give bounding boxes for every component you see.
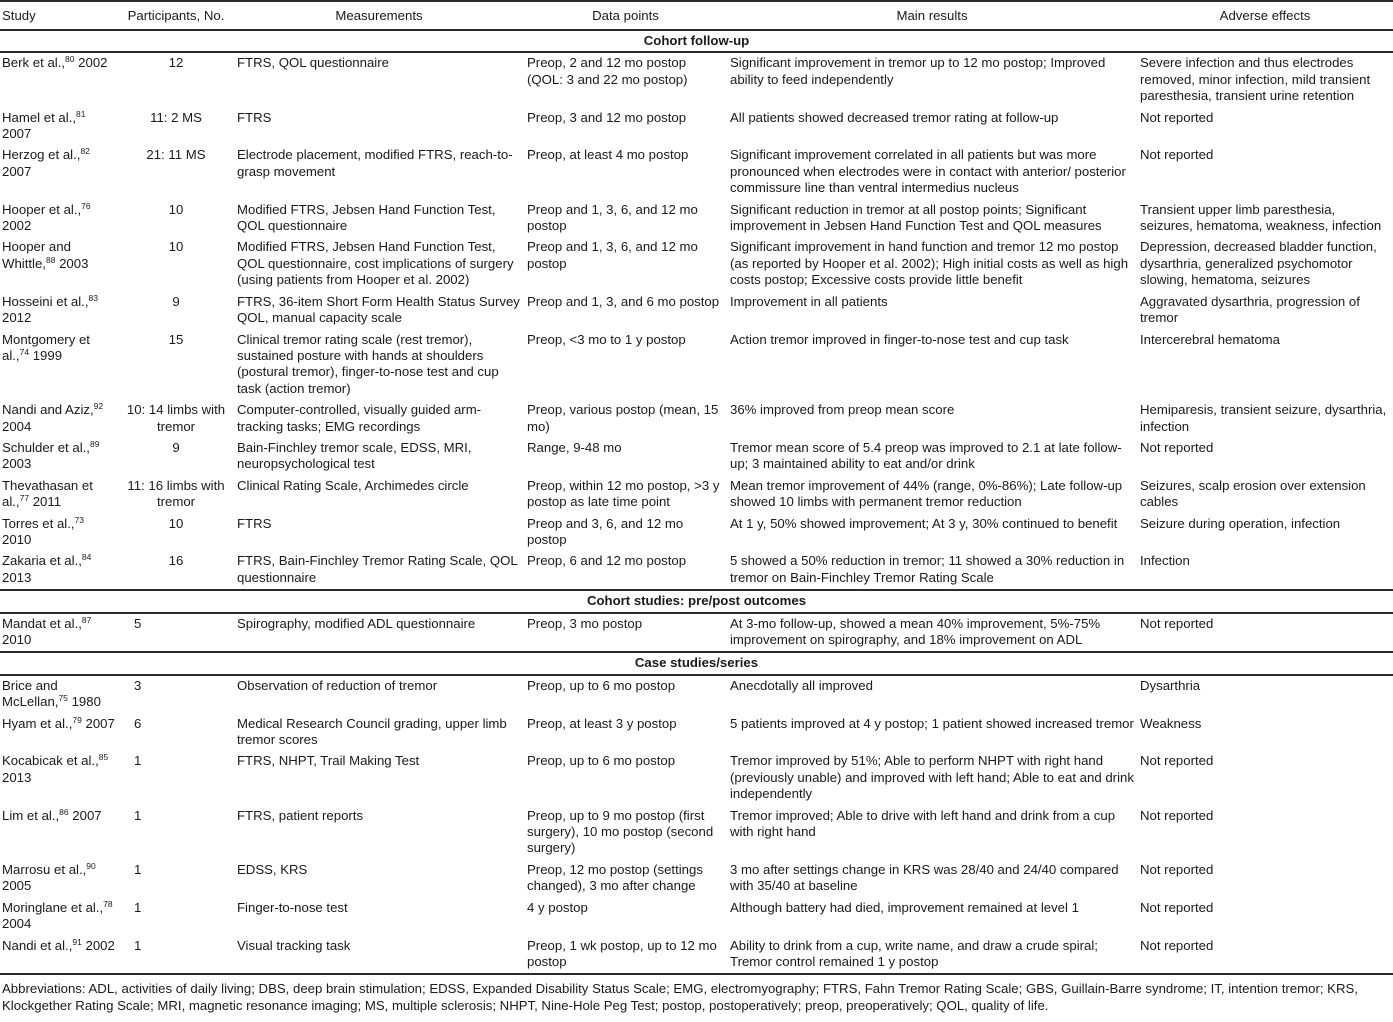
- adverse-effects-cell: Not reported: [1140, 147, 1214, 163]
- study-cell: [0, 551, 118, 590]
- main-results-cell: Significant improvement correlated in all patients but was more pronounced when electrodes were in contact with anterior/ posterior commissure line than ventral intermedius nucleus: [730, 147, 1126, 196]
- abbreviations-footnote: Abbreviations: ADL, activities of daily living; DBS, deep brain stimulation; EDSS, Expanded Disability Status Scale; EMG, electromyography; FTRS, Fahn Tremor Rating Scale; GBS, Guillain-Barre syndrome; IT, intention tremor; KRS, Klockgether Rating Scale; MRI, magnetic resonance imaging; MS, multiple sclerosis; NHPT, Nine-Hole Peg Test; postop, postoperatively; preop, preoperatively; QOL, quality of life.: [2, 981, 1358, 1013]
- reference-number: 89: [89, 438, 100, 449]
- study-authors: Hyam et al.,: [2, 715, 73, 731]
- table-row: [0, 476, 1393, 514]
- study-authors: Schulder et al.,: [2, 439, 90, 455]
- measurements-cell: Spirography, modified ADL questionnaire: [237, 615, 476, 631]
- table-row: [0, 200, 1393, 238]
- study-authors: Torres et al.,: [2, 515, 75, 531]
- participants-cell: 1: [118, 936, 234, 975]
- reference-number: 74: [19, 346, 30, 357]
- measurements-cell: Modified FTRS, Jebsen Hand Function Test, QOL questionnaire, cost implications of surgery (using patients from Hooper et al. 2002): [237, 239, 514, 288]
- adverse-effects-cell: Not reported: [1140, 615, 1214, 631]
- section-header-row: [0, 652, 1393, 674]
- adverse-effects-cell: Infection: [1140, 553, 1190, 569]
- participants-cell: 10: 14 limbs with tremor: [126, 402, 226, 434]
- measurements-cell: Electrode placement, modified FTRS, reach-to-grasp movement: [237, 147, 513, 179]
- participants-cell: 1: [134, 861, 142, 877]
- study-cell: [0, 108, 118, 146]
- study-year: 2005: [2, 878, 32, 894]
- reference-number: 87: [81, 614, 92, 625]
- study-year: 2011: [29, 494, 62, 510]
- adverse-effects-cell: Dysarthria: [1140, 677, 1201, 693]
- main-results-cell: Tremor improved by 51%; Able to perform NHPT with right hand (previously unable) and improved with left hand; Able to eat and drink independently: [730, 753, 1134, 802]
- adverse-effects-cell: Intercerebral hematoma: [1140, 331, 1281, 347]
- study-cell: [0, 514, 118, 552]
- study-authors: Marrosu et al.,: [2, 861, 87, 877]
- adverse-effects-cell: Severe infection and thus electrodes removed, minor infection, mild transient paresthesia, transient urine retention: [1140, 55, 1371, 104]
- study-year: 2007: [68, 807, 102, 823]
- study-cell: [0, 438, 118, 476]
- participants-cell: 1: [134, 753, 142, 769]
- data-points-cell: Preop, 3 mo postop: [527, 615, 643, 631]
- data-points-cell: Preop, 2 and 12 mo postop (QOL: 3 and 22 mo postop): [527, 55, 688, 87]
- reference-number: 85: [98, 752, 109, 763]
- table-row: [0, 400, 1393, 438]
- data-points-cell: Preop, up to 9 mo postop (first surgery), 10 mo postop (second surgery): [527, 807, 714, 856]
- participants-cell: 10: [168, 201, 184, 217]
- table-row: [0, 438, 1393, 476]
- reference-number: 82: [80, 146, 90, 157]
- measurements-cell: Observation of reduction of tremor: [237, 677, 438, 693]
- study-year: 2004: [2, 418, 32, 434]
- data-points-cell: Preop and 1, 3, 6, and 12 mo postop: [527, 239, 698, 271]
- study-cell: [0, 936, 118, 975]
- measurements-cell: FTRS, patient reports: [237, 807, 364, 823]
- table-row: [0, 514, 1393, 552]
- study-cell: [0, 675, 118, 714]
- reference-number: 79: [72, 714, 82, 725]
- main-results-cell: At 3-mo follow-up, showed a mean 40% improvement, 5%-75% improvement on spirography, and 18% improvement on ADL: [730, 615, 1101, 647]
- adverse-effects-cell: Not reported: [1140, 899, 1214, 915]
- adverse-effects-cell: Aggravated dysarthria, progression of tremor: [1140, 293, 1360, 326]
- main-results-cell: All patients showed decreased tremor rating at follow-up: [730, 109, 1059, 125]
- study-cell: [0, 237, 118, 291]
- section-title: Cohort studies: pre/post outcomes: [0, 590, 1393, 612]
- adverse-effects-cell: Not reported: [1140, 861, 1214, 877]
- participants-cell: 12: [168, 55, 184, 71]
- study-year: 2013: [2, 769, 32, 785]
- study-year: 1999: [29, 347, 63, 363]
- measurements-cell: FTRS, QOL questionnaire: [237, 55, 389, 71]
- study-year: 2003: [55, 255, 89, 271]
- study-cell: [0, 806, 118, 860]
- participants-cell: 9: [172, 293, 180, 309]
- main-results-cell: Improvement in all patients: [730, 293, 888, 309]
- study-cell: [0, 476, 118, 514]
- table-row: [0, 806, 1393, 860]
- main-results-cell: 5 patients improved at 4 y postop; 1 patient showed increased tremor: [730, 715, 1134, 731]
- reference-number: 75: [58, 693, 68, 704]
- study-year: 2002: [74, 55, 108, 71]
- data-points-cell: 4 y postop: [527, 899, 588, 915]
- adverse-effects-cell: Not reported: [1140, 439, 1214, 455]
- measurements-cell: FTRS: [237, 109, 272, 125]
- section-title: Case studies/series: [0, 652, 1393, 674]
- reference-number: 78: [103, 898, 113, 909]
- study-year: 2010: [2, 632, 32, 647]
- main-results-cell: Mean tremor improvement of 44% (range, 0%-86%); Late follow-up showed 10 limbs with permanent tremor reduction: [730, 477, 1123, 510]
- study-authors: Lim et al.,: [2, 807, 60, 823]
- study-cell: [0, 751, 118, 805]
- study-cell: [0, 52, 118, 107]
- study-cell: [0, 613, 118, 653]
- adverse-effects-cell: Seizures, scalp erosion over extension cables: [1140, 477, 1366, 510]
- table-row: [0, 237, 1393, 291]
- adverse-effects-cell: Not reported: [1140, 109, 1214, 125]
- table-row: [0, 551, 1393, 590]
- measurements-cell: Bain-Finchley tremor scale, EDSS, MRI, neuropsychological test: [237, 439, 472, 472]
- participants-cell: 16: [168, 553, 184, 569]
- participants-cell: 10: [168, 515, 184, 531]
- table-row: [0, 145, 1393, 199]
- participants-cell: 10: [168, 239, 184, 255]
- data-points-cell: Preop, various postop (mean, 15 mo): [527, 402, 719, 434]
- reference-number: 91: [72, 936, 82, 947]
- main-results-cell: Ability to drink from a cup, write name, and draw a crude spiral; Tremor control remained 1 y postop: [727, 936, 1137, 975]
- study-cell: [0, 145, 118, 199]
- study-authors: Brice and McLellan,: [2, 677, 59, 710]
- table-row: [0, 52, 1393, 107]
- main-results-cell: 36% improved from preop mean score: [730, 402, 955, 418]
- participants-cell: 15: [168, 331, 184, 347]
- main-results-cell: Although battery had died, improvement remained at level 1: [730, 899, 1079, 915]
- reference-number: 83: [88, 292, 98, 303]
- section-header-row: [0, 30, 1393, 52]
- study-cell: [0, 714, 118, 752]
- measurements-cell: Clinical tremor rating scale (rest tremor), sustained posture with hands at shoulders (postural tremor), finger-to-nose test and cup task (action tremor): [237, 331, 499, 396]
- data-points-cell: Preop, 6 and 12 mo postop: [527, 553, 687, 569]
- measurements-cell: EDSS, KRS: [237, 861, 308, 877]
- main-results-cell: Significant reduction in tremor at all postop points; Significant improvement in Jebsen Hand Function Test and QOL measures: [730, 201, 1102, 234]
- data-points-cell: Preop and 1, 3, and 6 mo postop: [527, 293, 720, 309]
- main-results-cell: Tremor mean score of 5.4 preop was improved to 2.1 at late follow-up; 3 maintained ability to eat and/or drink: [730, 439, 1122, 472]
- study-cell: [0, 292, 118, 330]
- adverse-effects-cell: Transient upper limb paresthesia, seizures, hematoma, weakness, infection: [1140, 201, 1382, 234]
- data-points-cell: Preop, up to 6 mo postop: [527, 677, 676, 693]
- section-title: Cohort follow-up: [0, 30, 1393, 52]
- study-authors: Berk et al.,: [2, 55, 66, 71]
- table-row: [0, 898, 1393, 936]
- data-points-cell: Preop, 3 and 12 mo postop: [527, 109, 687, 125]
- main-results-cell: Significant improvement in tremor up to 12 mo postop; Improved ability to feed independently: [730, 55, 1106, 87]
- participants-cell: 21: 11 MS: [146, 147, 206, 163]
- main-results-cell: 3 mo after settings change in KRS was 28/40 and 24/40 compared with 35/40 at baseline: [730, 861, 1119, 894]
- adverse-effects-cell: Weakness: [1140, 715, 1202, 731]
- measurements-cell: Computer-controlled, visually guided arm-tracking tasks; EMG recordings: [237, 402, 482, 434]
- header-participants: Participants, No.: [118, 1, 234, 30]
- adverse-effects-cell: Not reported: [1140, 807, 1214, 823]
- study-cell: [0, 898, 118, 936]
- data-points-cell: Preop, <3 mo to 1 y postop: [527, 331, 686, 347]
- study-year: 2007: [2, 163, 32, 179]
- measurements-cell: FTRS: [237, 515, 272, 531]
- header-adverse-effects: Adverse effects: [1137, 1, 1393, 30]
- data-points-cell: Preop, 12 mo postop (settings changed), 3 mo after change: [527, 861, 703, 894]
- study-year: 2007: [81, 715, 115, 731]
- adverse-effects-cell: Seizure during operation, infection: [1140, 515, 1341, 531]
- study-year: 2012: [2, 310, 32, 326]
- measurements-cell: FTRS, Bain-Finchley Tremor Rating Scale, QOL questionnaire: [237, 553, 518, 585]
- adverse-effects-cell: Hemiparesis, transient seizure, dysarthria, infection: [1140, 402, 1387, 434]
- reference-number: 88: [45, 254, 56, 265]
- table-body: [0, 30, 1393, 974]
- reference-number: 80: [65, 54, 75, 65]
- adverse-effects-cell: Depression, decreased bladder function, dysarthria, generalized psychomotor slowing, hematoma, seizures: [1140, 239, 1377, 288]
- table-header: [0, 1, 1393, 30]
- study-year: 2002: [2, 218, 32, 234]
- reference-number: 86: [59, 806, 69, 817]
- table-row: [0, 675, 1393, 714]
- adverse-effects-cell: Not reported: [1137, 936, 1393, 975]
- study-authors: Moringlane et al.,: [2, 899, 104, 915]
- study-authors: Kocabicak et al.,: [2, 753, 99, 769]
- main-results-cell: Action tremor improved in finger-to-nose test and cup task: [730, 331, 1069, 347]
- study-year: 2003: [2, 456, 32, 472]
- main-results-cell: 5 showed a 50% reduction in tremor; 11 showed a 30% reduction in tremor on Bain-Finchley Tremor Rating Scale: [730, 553, 1125, 585]
- study-year: 2007: [2, 126, 32, 142]
- study-authors: Herzog et al.,: [2, 147, 81, 163]
- study-year: 2002: [81, 937, 115, 953]
- table-row: [0, 936, 1393, 975]
- participants-cell: 3: [134, 677, 142, 693]
- adverse-effects-cell: Not reported: [1140, 753, 1214, 769]
- section-header-row: [0, 590, 1393, 612]
- main-results-cell: Anecdotally all improved: [730, 677, 873, 693]
- header-measurements: Measurements: [234, 1, 524, 30]
- study-cell: [0, 330, 118, 401]
- header-main-results: Main results: [727, 1, 1137, 30]
- reference-number: 92: [93, 401, 104, 412]
- data-points-cell: Preop, up to 6 mo postop: [527, 753, 676, 769]
- table-row: [0, 613, 1393, 653]
- study-year: 2013: [2, 569, 32, 585]
- reference-number: 90: [86, 860, 96, 871]
- data-points-cell: Preop, 1 wk postop, up to 12 mo postop: [524, 936, 727, 975]
- study-authors: Nandi and Aziz,: [2, 402, 94, 418]
- data-points-cell: Preop, at least 4 mo postop: [527, 147, 689, 163]
- data-points-cell: Preop, at least 3 y postop: [527, 715, 677, 731]
- measurements-cell: Modified FTRS, Jebsen Hand Function Test, QOL questionnaire: [237, 201, 496, 234]
- participants-cell: 6: [134, 715, 142, 731]
- study-year: 2010: [2, 531, 32, 547]
- study-authors: Hamel et al.,: [2, 109, 77, 125]
- study-authors: Zakaria et al.,: [2, 553, 82, 569]
- main-results-cell: Significant improvement in hand function and tremor 12 mo postop (as reported by Hooper et al. 2002); High initial costs as well as high costs postop; Excessive costs provide little benefit: [730, 239, 1129, 288]
- table-row: [0, 714, 1393, 752]
- measurements-cell: Finger-to-nose test: [237, 899, 348, 915]
- study-authors: Thevathasan et al.,: [2, 477, 93, 510]
- table-row: [0, 860, 1393, 898]
- data-points-cell: Preop, within 12 mo postop, >3 y postop as late time point: [527, 477, 720, 510]
- main-results-cell: Tremor improved; Able to drive with left hand and drink from a cup with right hand: [730, 807, 1116, 840]
- reference-number: 77: [19, 493, 30, 504]
- study-year: 2004: [2, 916, 32, 932]
- table-row: [0, 108, 1393, 146]
- table-row: [0, 330, 1393, 401]
- table-row: [0, 751, 1393, 805]
- reference-number: 76: [81, 200, 91, 211]
- study-authors: Hooper and Whittle,: [2, 239, 71, 271]
- study-authors: Hooper et al.,: [2, 201, 82, 217]
- measurements-cell: FTRS, NHPT, Trail Making Test: [237, 753, 420, 769]
- participants-cell: 11: 16 limbs with tremor: [127, 477, 225, 510]
- study-authors: Nandi et al.,: [2, 937, 73, 953]
- study-cell: [0, 400, 118, 438]
- study-authors: Montgomery et al.,: [2, 331, 90, 363]
- study-cell: [0, 860, 118, 898]
- main-results-cell: At 1 y, 50% showed improvement; At 3 y, 30% continued to benefit: [730, 515, 1118, 531]
- reference-number: 73: [74, 514, 85, 525]
- participants-cell: 9: [172, 439, 180, 455]
- participants-cell: 1: [134, 807, 142, 823]
- study-year: 1980: [67, 694, 101, 710]
- participants-cell: 5: [134, 615, 142, 631]
- data-points-cell: Range, 9-48 mo: [527, 439, 622, 455]
- participants-cell: 11: 2 MS: [150, 109, 202, 125]
- data-points-cell: Preop and 1, 3, 6, and 12 mo postop: [527, 201, 698, 234]
- study-authors: Hosseini et al.,: [2, 293, 89, 309]
- measurements-cell: Visual tracking task: [234, 936, 524, 975]
- table-row: [0, 292, 1393, 330]
- measurements-cell: Clinical Rating Scale, Archimedes circle: [237, 477, 469, 493]
- study-cell: [0, 200, 118, 238]
- header-data-points: Data points: [524, 1, 727, 30]
- reference-number: 84: [81, 552, 92, 563]
- study-authors: Mandat et al.,: [2, 615, 82, 631]
- measurements-cell: Medical Research Council grading, upper limb tremor scores: [237, 715, 507, 748]
- measurements-cell: FTRS, 36-item Short Form Health Status Survey QOL, manual capacity scale: [237, 293, 520, 326]
- reference-number: 81: [76, 108, 86, 119]
- data-points-cell: Preop and 3, 6, and 12 mo postop: [527, 515, 684, 547]
- participants-cell: 1: [134, 899, 142, 915]
- header-study: Study: [0, 1, 118, 30]
